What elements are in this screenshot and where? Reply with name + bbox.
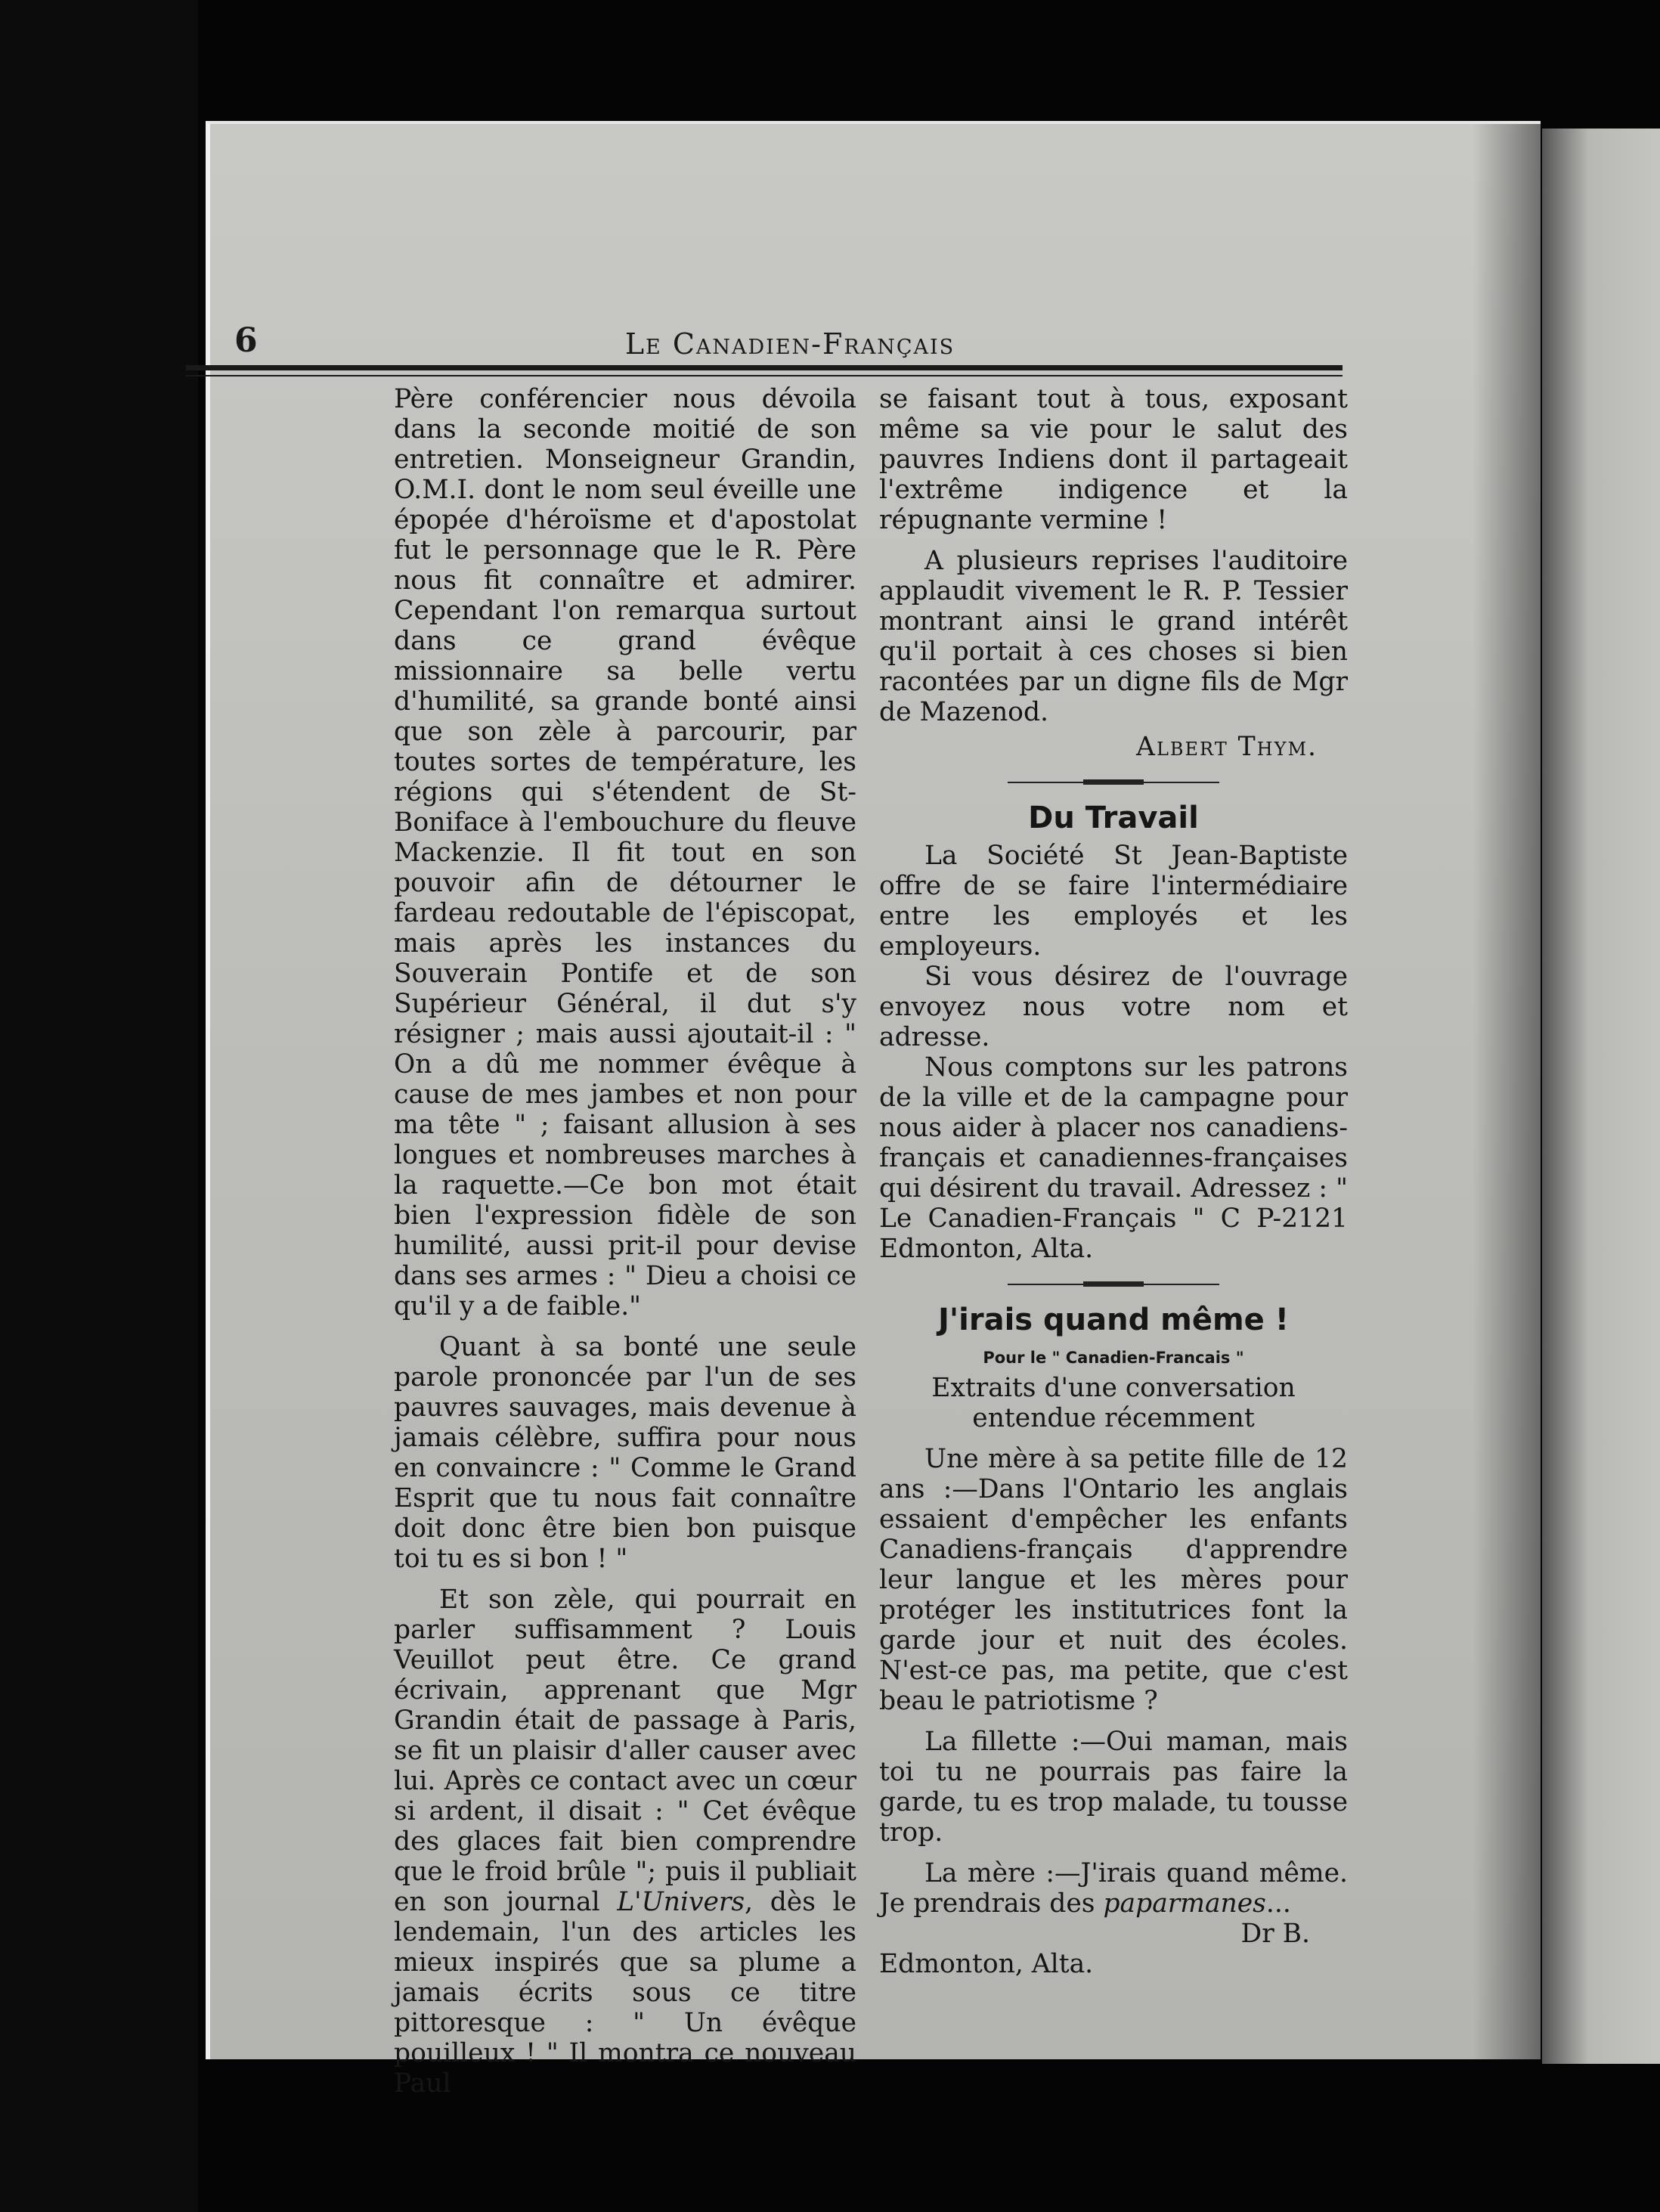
header-rule-thick: [186, 365, 1343, 370]
left-paragraph-3-text-b: , dès le lendemain, l'un des articles les mieux inspirés que sa plume a jamais écrits sous ce titre pittoresque : " Un évêque pouilleux ! " Il montra ce nouveau Paul: [394, 1887, 857, 2099]
page-number: 6: [234, 321, 258, 360]
scan-background-left: [0, 0, 198, 2212]
section-divider-2: [879, 1272, 1348, 1297]
poem-paragraph-2: La fillette :—Oui maman, mais toi tu ne pourrais pas faire la garde, tu es trop malade, tu tousse trop.: [879, 1727, 1348, 1848]
poem-paragraph-3: [879, 1858, 1348, 1919]
paparmanes-word: paparmanes: [1103, 1888, 1266, 1919]
poem-paragraph-1: Une mère à sa petite fille de 12 ans :—Dans l'Ontario les anglais essaient d'empêcher les enfants Canadiens-français d'apprendre leur langue et les mères pour protéger les institutrices font la garde jour et nuit des écoles. N'est-ce pas, ma petite, que c'est beau le patriotisme ?: [879, 1444, 1348, 1716]
left-paragraph-2: Quant à sa bonté une seule parole prononcée par l'un de ses pauvres sauvages, mais devenue à jamais célèbre, suffira pour nous en convaincre : " Comme le Grand Esprit que tu nous fait connaître doit donc être bien bon puisque toi tu es si bon ! ": [394, 1332, 856, 1574]
page-header: [234, 306, 1346, 374]
travail-paragraph-1: La Société St Jean-Baptiste offre de se faire l'intermédiaire entre les employés et les employeurs.: [879, 841, 1348, 962]
section-divider-1: [879, 770, 1348, 795]
running-head: Le Canadien-Français: [624, 327, 955, 361]
left-paragraph-3-text-a: Et son zèle, qui pourrait en parler suffisamment ? Louis Veuillot peut être. Ce grand écrivain, apprenant que Mgr Grandin était de passage à Paris, se fit un plaisir d'aller causer avec lui. Après ce contact avec un cœur si ardent, il disait : " Cet évêque des glaces fait bien comprendre que le froid brûle "; puis il publiait en son journal: [394, 1585, 856, 1917]
poem-paragraph-3-text-b: ...: [1265, 1888, 1291, 1919]
section-title-jirais-quand-meme: J'irais quand même !: [938, 1303, 1289, 1337]
poem-byline: Pour le " Canadien-Francais ": [983, 1349, 1244, 1367]
poem-signature: Dr B.: [1240, 1919, 1310, 1949]
right-paragraph-1: se faisant tout à tous, exposant même sa vie pour le salut des pauvres Indiens dont il partageait l'extrême indigence et la répugnante vermine !: [879, 384, 1348, 535]
adjacent-page-edge: [1542, 129, 1660, 2064]
travail-paragraph-3: Nous comptons sur les patrons de la ville et de la campagne pour nous aider à placer nos canadiens-français et canadiennes-françaises qui désirent du travail. Adressez : " Le Canadien-Français " C P-2121 Edmonton, Alta.: [879, 1052, 1348, 1264]
poem-paragraph-3-text-a: La mère :—J'irais quand même. Je prendrais des: [879, 1858, 1348, 1919]
left-paragraph-3: [394, 1585, 856, 2099]
left-paragraph-1: Père conférencier nous dévoila dans la seconde moitié de son entretien. Monseigneur Grandin, O.M.I. dont le nom seul éveille une épopée d'héroïsme et d'apostolat fut le personnage que le R. Père nous fit connaître et admirer. Cependant l'on remarqua surtout dans ce grand évêque missionnaire sa belle vertu d'humilité, sa grande bonté ainsi que son zèle à parcourir, par toutes sortes de température, les régions qui s'étendent de St-Boniface à l'embouchure du fleuve Mackenzie. Il fit tout en son pouvoir afin de détourner le fardeau redoutable de l'épiscopat, mais après les instances du Souverain Pontife et de son Supérieur Général, il dut s'y résigner ; mais aussi ajoutait-il : " On a dû me nommer évêque à cause de mes jambes et non pour ma tête " ; faisant allusion à ses longues et nombreuses marches à la raquette.—Ce bon mot était bien l'expression fidèle de son humilité, aussi prit-il pour devise dans ses armes : " Dieu a choisi ce qu'il y a de faible.": [394, 384, 856, 1321]
right-column: [879, 384, 1348, 1979]
poem-subtitle: Extraits d'une conversation entendue récemment: [931, 1373, 1296, 1433]
right-paragraph-2: A plusieurs reprises l'auditoire applaudit vivement le R. P. Tessier montrant ainsi le grand intérêt qu'il portait à ces choses si bien racontées par un digne fils de Mgr de Mazenod.: [879, 546, 1348, 727]
poem-place: Edmonton, Alta.: [879, 1949, 1094, 1979]
left-column: [394, 384, 856, 2099]
journal-title: L'Univers: [617, 1887, 745, 1917]
section-title-du-travail: Du Travail: [1028, 801, 1199, 835]
article-signature: Albert Thym.: [1136, 732, 1318, 762]
header-rule-thin: [186, 375, 1343, 376]
travail-paragraph-2: Si vous désirez de l'ouvrage envoyez nous votre nom et adresse.: [879, 962, 1348, 1052]
